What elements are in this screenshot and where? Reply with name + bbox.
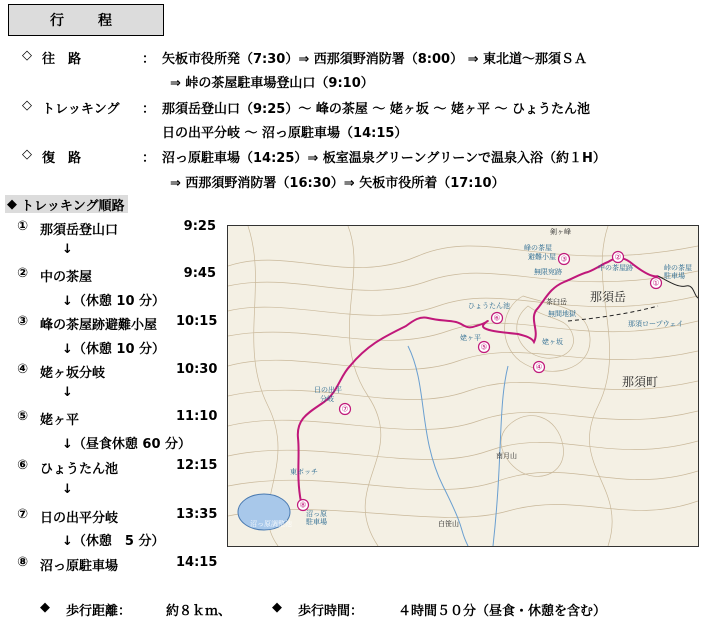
down-arrow: ↓ bbox=[62, 242, 73, 257]
down-arrow: ↓ bbox=[62, 342, 73, 357]
down-arrow: ↓ bbox=[62, 385, 73, 400]
step-number: ⑤ bbox=[17, 409, 29, 424]
route-diamond: ◇ bbox=[22, 48, 32, 63]
distance-diamond: ◆ bbox=[40, 600, 50, 615]
route-value-trekking-2: 日の出平分岐 ～ 沼っ原駐車場（14:15） bbox=[162, 126, 408, 141]
down-arrow: ↓ bbox=[62, 437, 73, 452]
step-time: 12:15 bbox=[176, 458, 218, 473]
map-label: 沼っ原調整池 bbox=[250, 520, 292, 528]
waypoint-2-label: ② bbox=[614, 252, 622, 262]
step-time: 13:35 bbox=[176, 507, 218, 522]
route-label-outbound: 往 路 bbox=[42, 52, 82, 67]
down-arrow: ↓ bbox=[62, 294, 73, 309]
waypoint-8-label: ⑧ bbox=[299, 500, 307, 510]
big-map-labels bbox=[590, 289, 658, 389]
streams bbox=[408, 346, 508, 546]
map-label: 無限宛跡 bbox=[534, 268, 562, 276]
map-label: 茶臼岳 bbox=[546, 298, 567, 306]
step-number: ⑧ bbox=[17, 555, 29, 570]
step-time: 9:45 bbox=[183, 266, 216, 281]
map-label: 峰の茶屋 bbox=[524, 244, 552, 252]
step-number: ① bbox=[17, 219, 29, 234]
distance-label: 歩行距離： bbox=[66, 604, 132, 619]
map-label: 南月山 bbox=[496, 452, 517, 460]
map-label: 峠の茶屋 bbox=[664, 264, 692, 272]
step-name: 中の茶屋 bbox=[40, 270, 93, 285]
trekking-route-heading bbox=[5, 195, 128, 213]
step-name: ひょうたん池 bbox=[40, 462, 119, 477]
roads bbox=[568, 276, 698, 321]
waypoint-1-label: ① bbox=[652, 278, 660, 288]
map-label-nasudake: 那須岳 bbox=[590, 290, 627, 304]
map-label: 分岐 bbox=[320, 395, 334, 403]
map-label: 沼っ原 bbox=[306, 510, 327, 518]
step-time: 11:10 bbox=[176, 409, 218, 424]
step-number: ② bbox=[17, 266, 29, 281]
map-label: 東ボッチ bbox=[290, 468, 318, 476]
route-value-outbound-1: 矢板市役所発（7:30）⇒ 西那須野消防署（8:00） ⇒ 東北道～那須ＳＡ bbox=[162, 52, 588, 67]
rest-text: （休憩 10 分） bbox=[72, 342, 166, 357]
step-time: 10:15 bbox=[176, 314, 218, 329]
rest-text: （休憩 5 分） bbox=[72, 534, 165, 549]
map-label: 駐車場 bbox=[306, 518, 327, 526]
step-name: 日の出平分岐 bbox=[40, 511, 119, 526]
waypoint-7-label: ⑦ bbox=[341, 404, 349, 414]
time-value: ４時間５０分（昼食・休憩を含む） bbox=[398, 604, 607, 619]
step-number: ③ bbox=[17, 314, 29, 329]
step-time: 14:15 bbox=[176, 555, 218, 570]
trail-map bbox=[227, 225, 699, 547]
step-time: 9:25 bbox=[183, 219, 216, 234]
page-title bbox=[8, 4, 164, 36]
step-number: ⑥ bbox=[17, 458, 29, 473]
rest-note bbox=[62, 433, 191, 452]
map-label: 中の茶屋跡 bbox=[598, 264, 633, 272]
step-name: 姥ヶ坂分岐 bbox=[40, 366, 106, 381]
route-colon: ： bbox=[142, 151, 156, 166]
map-label: 日の出平 bbox=[314, 386, 342, 394]
map-label: 避難小屋 bbox=[528, 253, 556, 261]
map-label: 那須ロープウェイ bbox=[628, 320, 684, 328]
step-name: 姥ヶ平 bbox=[40, 413, 80, 428]
down-arrow: ↓ bbox=[62, 482, 73, 497]
route-value-outbound-2: ⇒ 峠の茶屋駐車場登山口（9:10） bbox=[170, 76, 374, 91]
map-label: 姥ヶ平 bbox=[460, 334, 481, 342]
step-name: 峰の茶屋跡避難小屋 bbox=[40, 318, 158, 333]
time-label: 歩行時間： bbox=[298, 604, 364, 619]
time-diamond: ◆ bbox=[272, 600, 282, 615]
route-colon: ： bbox=[142, 102, 156, 117]
page-title-text: 行 程 bbox=[50, 13, 122, 29]
route-value-trekking-1: 那須岳登山口（9:25）～ 峰の茶屋 ～ 姥ヶ坂 ～ 姥ヶ平 ～ ひょうたん池 bbox=[162, 102, 591, 117]
map-label-nasumachi: 那須町 bbox=[622, 375, 659, 389]
rest-note bbox=[62, 530, 164, 549]
step-number: ④ bbox=[17, 362, 29, 377]
down-arrow: ↓ bbox=[62, 534, 73, 549]
route-diamond: ◇ bbox=[22, 147, 32, 162]
route-colon: ： bbox=[142, 52, 156, 67]
map-label: 無間地獄 bbox=[548, 310, 576, 318]
map-label: ひょうたん池 bbox=[468, 302, 510, 310]
map-label: 姥ヶ坂 bbox=[542, 338, 563, 346]
step-number: ⑦ bbox=[17, 507, 29, 522]
route-value-return-2: ⇒ 西那須野消防署（16:30）⇒ 矢板市役所着（17:10） bbox=[170, 176, 505, 191]
trail-map-svg bbox=[228, 226, 698, 546]
waypoint-4-label: ④ bbox=[535, 362, 543, 372]
step-name: 沼っ原駐車場 bbox=[40, 559, 119, 574]
rest-text: （昼食休憩 60 分） bbox=[72, 437, 192, 452]
route-label-return: 復 路 bbox=[42, 151, 82, 166]
rest-text: （休憩 10 分） bbox=[72, 294, 166, 309]
waypoint-6-label: ⑥ bbox=[493, 313, 501, 323]
step-name: 那須岳登山口 bbox=[40, 223, 119, 238]
heading-text: トレッキング順路 bbox=[21, 198, 125, 214]
distance-value: 約８ｋｍ、 bbox=[166, 604, 232, 619]
route-label-trekking: トレッキング bbox=[42, 102, 120, 117]
route-value-return-1: 沼っ原駐車場（14:25）⇒ 板室温泉グリーングリーンで温泉入浴（約１H） bbox=[162, 151, 606, 166]
map-label: 白笹山 bbox=[438, 520, 459, 528]
map-label: 剣ヶ峰 bbox=[550, 228, 571, 236]
map-label: 駐車場 bbox=[664, 272, 685, 280]
route-diamond: ◇ bbox=[22, 98, 32, 113]
waypoint-5-label: ⑤ bbox=[480, 342, 488, 352]
waypoint-3-label: ③ bbox=[560, 254, 568, 264]
rest-note bbox=[62, 338, 165, 357]
step-time: 10:30 bbox=[176, 362, 218, 377]
heading-diamond: ◆ bbox=[7, 196, 17, 212]
rest-note bbox=[62, 290, 165, 309]
